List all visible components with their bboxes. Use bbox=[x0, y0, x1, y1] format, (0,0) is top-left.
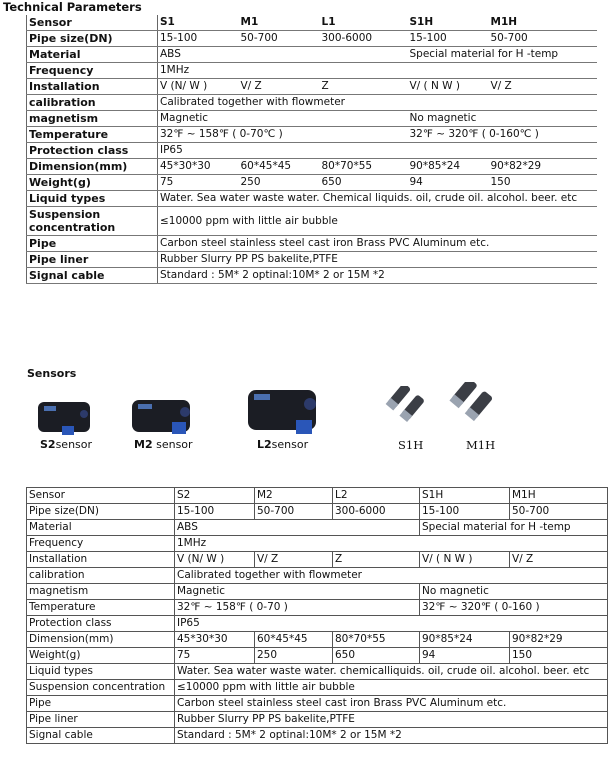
cell-value-full: Calibrated together with flowmeter bbox=[175, 568, 608, 584]
cell-value-full: Water. Sea water waste water. Chemical liquids. oil, crude oil. alcohol. beer. etc bbox=[160, 192, 578, 204]
cell-value-left: ABS bbox=[175, 520, 420, 536]
row-label: Sensor bbox=[27, 488, 175, 504]
sensors-heading: Sensors bbox=[27, 367, 77, 380]
row-label: Pipe bbox=[27, 236, 158, 252]
cell-value: M1 bbox=[240, 16, 259, 28]
cell-value: 300-6000 bbox=[321, 32, 373, 44]
cell-value: 90*85*24 bbox=[420, 632, 510, 648]
cell-value: V/ ( N W ) bbox=[420, 552, 510, 568]
cell-value: 15-100 bbox=[175, 504, 255, 520]
cell-value-full: Rubber Slurry PP PS bakelite,PTFE bbox=[175, 712, 608, 728]
cell-value: 60*45*45 bbox=[255, 632, 333, 648]
cell-value-left: Magnetic bbox=[175, 584, 420, 600]
table-row-suspension-concentration bbox=[27, 680, 608, 696]
table-row-dimension-mm bbox=[27, 632, 608, 648]
table-row-suspension-concentration bbox=[27, 207, 597, 236]
cell-value: 50-700 bbox=[490, 32, 528, 44]
row-label: Weight(g) bbox=[27, 175, 158, 191]
cell-value: V/ ( N W ) bbox=[409, 80, 461, 92]
cell-value: 75 bbox=[160, 176, 174, 188]
cell-value: 90*82*29 bbox=[510, 632, 608, 648]
table-row-weight-g bbox=[27, 648, 608, 664]
cell-value-full: 1MHz bbox=[160, 64, 190, 76]
row-label: Liquid types bbox=[27, 664, 175, 680]
cell-value-right: Special material for H -temp bbox=[420, 520, 608, 536]
table-row-protection-class bbox=[27, 143, 597, 159]
row-label: Material bbox=[27, 47, 158, 63]
row-label: calibration bbox=[27, 95, 158, 111]
cell-value: 80*70*55 bbox=[321, 160, 373, 172]
table-row-magnetism bbox=[27, 111, 597, 127]
cell-value: S2 bbox=[175, 488, 255, 504]
s1h-sensor-image bbox=[384, 386, 430, 424]
cell-value-right: 32℉ ~ 320℉ ( 0-160 ) bbox=[420, 600, 608, 616]
cell-value: V (N/ W ) bbox=[175, 552, 255, 568]
row-label: Protection class bbox=[27, 616, 175, 632]
cell-value: L1 bbox=[321, 16, 336, 28]
cell-value-full: ≤10000 ppm with little air bubble bbox=[175, 680, 608, 696]
cell-value: 250 bbox=[240, 176, 261, 188]
table-row-magnetism bbox=[27, 584, 608, 600]
cell-value-full: Water. Sea water waste water. chemicalliquids. oil, crude oil. alcohol. beer. etc bbox=[175, 664, 608, 680]
row-label: Signal cable bbox=[27, 268, 158, 284]
cell-value: V/ Z bbox=[510, 552, 608, 568]
row-label: Pipe bbox=[27, 696, 175, 712]
cell-value: 45*30*30 bbox=[160, 160, 211, 172]
row-label: Installation bbox=[27, 552, 175, 568]
cell-value: 650 bbox=[321, 176, 342, 188]
cell-value: 60*45*45 bbox=[240, 160, 292, 172]
row-label: magnetism bbox=[27, 111, 158, 127]
l2-caption: L2sensor bbox=[257, 438, 309, 451]
cell-value-left: 32℉ ~ 158℉ ( 0-70℃ ) bbox=[160, 128, 283, 140]
cell-value-right: 32℉ ~ 320℉ ( 0-160℃ ) bbox=[409, 128, 539, 140]
cell-value: M2 bbox=[255, 488, 333, 504]
row-label: Pipe liner bbox=[27, 712, 175, 728]
cell-value: 15-100 bbox=[420, 504, 510, 520]
cell-value: 15-100 bbox=[160, 32, 198, 44]
cell-value: Z bbox=[333, 552, 420, 568]
table-row-installation bbox=[27, 552, 608, 568]
table-row-pipe-size-dn bbox=[27, 504, 608, 520]
table-row-liquid-types bbox=[27, 664, 608, 680]
table-row-liquid-types bbox=[27, 191, 597, 207]
cell-value-right: No magnetic bbox=[420, 584, 608, 600]
table-row-sensor bbox=[27, 15, 597, 31]
row-label: Frequency bbox=[27, 536, 175, 552]
row-label: Temperature bbox=[27, 127, 158, 143]
table-row-material bbox=[27, 520, 608, 536]
row-label: Suspension concentration bbox=[27, 680, 175, 696]
cell-value: 50-700 bbox=[510, 504, 608, 520]
row-label: Dimension(mm) bbox=[27, 632, 175, 648]
cell-value: Z bbox=[321, 80, 329, 92]
table-row-pipe bbox=[27, 696, 608, 712]
cell-value: 150 bbox=[490, 176, 511, 188]
cell-value-full: Rubber Slurry PP PS bakelite,PTFE bbox=[160, 253, 338, 265]
cell-value: 90*85*24 bbox=[409, 160, 461, 172]
table-row-temperature bbox=[27, 127, 597, 143]
m2-sensor-image bbox=[130, 392, 196, 438]
cell-value-full: Carbon steel stainless steel cast iron Brass PVC Aluminum etc. bbox=[175, 696, 608, 712]
table-row-pipe-liner bbox=[27, 712, 608, 728]
table-row-signal-cable bbox=[27, 268, 597, 284]
page-title: Technical Parameters bbox=[3, 0, 142, 14]
table-row-frequency bbox=[27, 536, 608, 552]
table-row-signal-cable bbox=[27, 728, 608, 744]
cell-value: 150 bbox=[510, 648, 608, 664]
cell-value-right: No magnetic bbox=[409, 112, 477, 124]
table-row-protection-class bbox=[27, 616, 608, 632]
row-label: calibration bbox=[27, 568, 175, 584]
cell-value-full: IP65 bbox=[160, 144, 183, 156]
cell-value: 50-700 bbox=[240, 32, 278, 44]
cell-value: V/ Z bbox=[240, 80, 262, 92]
cell-value-left: ABS bbox=[160, 48, 181, 60]
row-label: Weight(g) bbox=[27, 648, 175, 664]
row-label: Protection class bbox=[27, 143, 158, 159]
table-row-pipe bbox=[27, 236, 597, 252]
cell-value: 15-100 bbox=[409, 32, 447, 44]
row-label: Liquid types bbox=[27, 191, 158, 207]
cell-value: 94 bbox=[420, 648, 510, 664]
row-label: Pipe size(DN) bbox=[27, 504, 175, 520]
cell-value-full: 1MHz bbox=[175, 536, 608, 552]
table-row-material bbox=[27, 47, 597, 63]
s2-sensor-image bbox=[36, 396, 96, 438]
cell-value-full: Carbon steel stainless steel cast iron Brass PVC Aluminum etc. bbox=[160, 237, 490, 249]
cell-value-full: Standard : 5M* 2 optinal:10M* 2 or 15M *2 bbox=[175, 728, 608, 744]
cell-value: 80*70*55 bbox=[333, 632, 420, 648]
technical-parameters-table-2 bbox=[26, 487, 608, 744]
table-row-temperature bbox=[27, 600, 608, 616]
cell-value-left: 32℉ ~ 158℉ ( 0-70 ) bbox=[175, 600, 420, 616]
cell-value: 90*82*29 bbox=[490, 160, 542, 172]
cell-value-full: Calibrated together with flowmeter bbox=[160, 96, 345, 108]
row-label: Signal cable bbox=[27, 728, 175, 744]
table-row-weight-g bbox=[27, 175, 597, 191]
cell-value: M1H bbox=[510, 488, 608, 504]
row-label: Temperature bbox=[27, 600, 175, 616]
table-row-calibration bbox=[27, 568, 608, 584]
table-row-pipe-size-dn bbox=[27, 31, 597, 47]
row-label: Installation bbox=[27, 79, 158, 95]
table-row-dimension-mm bbox=[27, 159, 597, 175]
row-label: Frequency bbox=[27, 63, 158, 79]
row-label: magnetism bbox=[27, 584, 175, 600]
cell-value: 45*30*30 bbox=[175, 632, 255, 648]
table-row-sensor bbox=[27, 488, 608, 504]
table-row-pipe-liner bbox=[27, 252, 597, 268]
row-label: Dimension(mm) bbox=[27, 159, 158, 175]
cell-value: S1 bbox=[160, 16, 175, 28]
cell-value: S1H bbox=[420, 488, 510, 504]
row-label: Pipe size(DN) bbox=[27, 31, 158, 47]
cell-value: 650 bbox=[333, 648, 420, 664]
cell-value: M1H bbox=[490, 16, 518, 28]
row-label: Suspension concentration bbox=[27, 207, 158, 236]
row-label: Material bbox=[27, 520, 175, 536]
cell-value: V/ Z bbox=[255, 552, 333, 568]
m1h-caption: M1H bbox=[466, 438, 496, 452]
table-row-frequency bbox=[27, 63, 597, 79]
cell-value: 250 bbox=[255, 648, 333, 664]
cell-value: 50-700 bbox=[255, 504, 333, 520]
table-row-installation bbox=[27, 79, 597, 95]
cell-value-full: IP65 bbox=[175, 616, 608, 632]
table-row-calibration bbox=[27, 95, 597, 111]
cell-value: 300-6000 bbox=[333, 504, 420, 520]
s1h-caption: S1H bbox=[398, 438, 424, 452]
cell-value: V (N/ W ) bbox=[160, 80, 208, 92]
cell-value: 94 bbox=[409, 176, 423, 188]
m1h-sensor-image bbox=[448, 382, 498, 422]
cell-value: L2 bbox=[333, 488, 420, 504]
m2-caption: M2 sensor bbox=[134, 438, 193, 451]
cell-value-full: ≤10000 ppm with little air bubble bbox=[160, 214, 338, 227]
cell-value-left: Magnetic bbox=[160, 112, 209, 124]
row-label: Sensor bbox=[27, 15, 158, 31]
cell-value: S1H bbox=[409, 16, 434, 28]
technical-parameters-table-1 bbox=[26, 15, 597, 284]
cell-value-full: Standard : 5M* 2 optinal:10M* 2 or 15M *2 bbox=[160, 269, 385, 281]
cell-value: V/ Z bbox=[490, 80, 512, 92]
cell-value: 75 bbox=[175, 648, 255, 664]
cell-value-right: Special material for H -temp bbox=[409, 48, 559, 60]
row-label: Pipe liner bbox=[27, 252, 158, 268]
l2-sensor-image bbox=[246, 384, 322, 438]
s2-caption: S2sensor bbox=[40, 438, 93, 451]
